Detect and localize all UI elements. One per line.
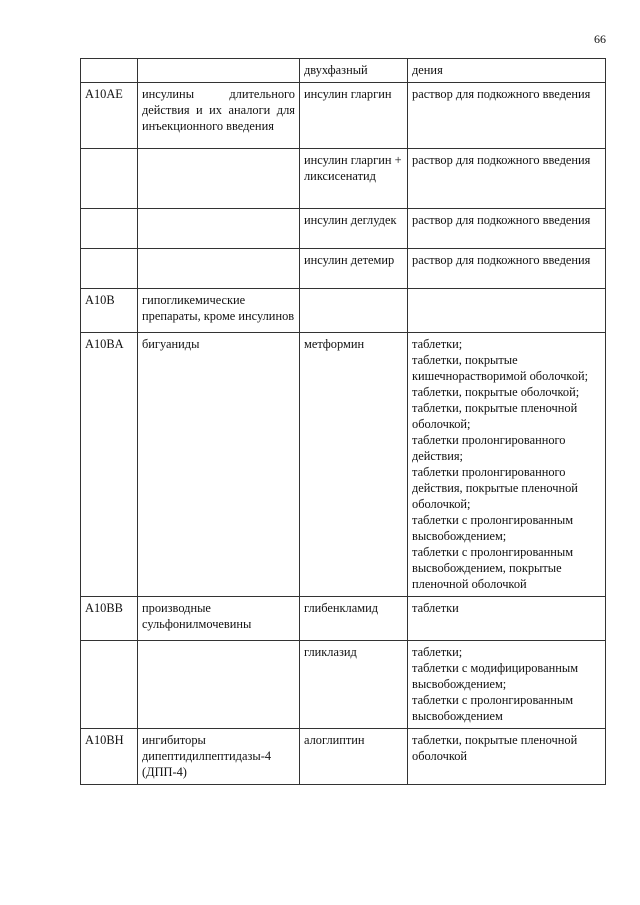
drug-name-cell: метформин [300, 333, 408, 597]
page-number: 66 [594, 32, 606, 46]
dosage-form-line: таблетки пролонгированного действия, покрытые пленочной оболочкой; [412, 465, 578, 511]
dosage-form-cell [408, 641, 606, 729]
table-row [81, 289, 606, 333]
dosage-form-line: таблетки, покрытые пленочной оболочкой; [412, 401, 578, 431]
pharmacological-group-cell: ингибиторы дипептидилпептидазы-4 (ДПП-4) [138, 729, 300, 785]
dosage-form-cell: раствор для подкожного введения [408, 249, 606, 289]
drug-classification-table [80, 58, 606, 785]
drug-name-cell: глибенкламид [300, 597, 408, 641]
drug-name-cell: инсулин гларгин [300, 83, 408, 149]
dosage-form-cell: раствор для подкожного введения [408, 83, 606, 149]
table-row [81, 641, 606, 729]
table-row [81, 59, 606, 83]
dosage-form-cell: таблетки [408, 597, 606, 641]
dosage-form-line: таблетки с пролонгированным высвобождением; [412, 513, 574, 543]
drug-name-cell: алоглиптин [300, 729, 408, 785]
table-row [81, 149, 606, 209]
atc-code-cell [81, 59, 138, 83]
dosage-form-line: таблетки с пролонгированным высвобождением [412, 693, 574, 723]
atc-code-cell [81, 249, 138, 289]
dosage-form-line: таблетки; [412, 337, 463, 351]
pharmacological-group-cell [138, 249, 300, 289]
drug-name-cell: гликлазид [300, 641, 408, 729]
table-row [81, 83, 606, 149]
drug-name-cell: инсулин детемир [300, 249, 408, 289]
atc-code-cell: A10B [81, 289, 138, 333]
pharmacological-group-cell [138, 59, 300, 83]
pharmacological-group-cell: производные сульфонилмочевины [138, 597, 300, 641]
table-row [81, 249, 606, 289]
pharmacological-group-cell: инсулины длительного действия и их аналоги для инъекционного введения [138, 83, 300, 149]
dosage-form-line: таблетки, покрытые кишечнорастворимой оболочкой; [412, 353, 589, 383]
dosage-form-line: таблетки, покрытые оболочкой; [412, 385, 580, 399]
table-row [81, 333, 606, 597]
atc-code-cell: A10BH [81, 729, 138, 785]
atc-code-cell [81, 149, 138, 209]
pharmacological-group-cell [138, 209, 300, 249]
dosage-form-cell: раствор для подкожного введения [408, 209, 606, 249]
dosage-form-cell [408, 289, 606, 333]
pharmacological-group-cell: гипогликемические препараты, кроме инсулинов [138, 289, 300, 333]
drug-name-cell [300, 289, 408, 333]
pharmacological-group-cell: бигуаниды [138, 333, 300, 597]
dosage-form-cell: дения [408, 59, 606, 83]
dosage-form-cell [408, 333, 606, 597]
table-row [81, 597, 606, 641]
dosage-form-line: таблетки пролонгированного действия; [412, 433, 566, 463]
table-row [81, 209, 606, 249]
pharmacological-group-cell [138, 641, 300, 729]
atc-code-cell: A10AE [81, 83, 138, 149]
drug-name-cell: инсулин деглудек [300, 209, 408, 249]
dosage-form-line: таблетки с модифицированным высвобождением; [412, 661, 579, 691]
dosage-form-line: таблетки; [412, 645, 463, 659]
dosage-form-cell: таблетки, покрытые пленочной оболочкой [408, 729, 606, 785]
atc-code-cell: A10BB [81, 597, 138, 641]
atc-code-cell: A10BA [81, 333, 138, 597]
atc-code-cell [81, 641, 138, 729]
dosage-form-cell: раствор для подкожного введения [408, 149, 606, 209]
drug-name-cell: инсулин гларгин + ликсисенатид [300, 149, 408, 209]
dosage-form-line: таблетки с пролонгированным высвобождением, покрытые пленочной оболочкой [412, 545, 574, 591]
drug-name-cell: двухфазный [300, 59, 408, 83]
atc-code-cell [81, 209, 138, 249]
pharmacological-group-cell [138, 149, 300, 209]
table-row [81, 729, 606, 785]
